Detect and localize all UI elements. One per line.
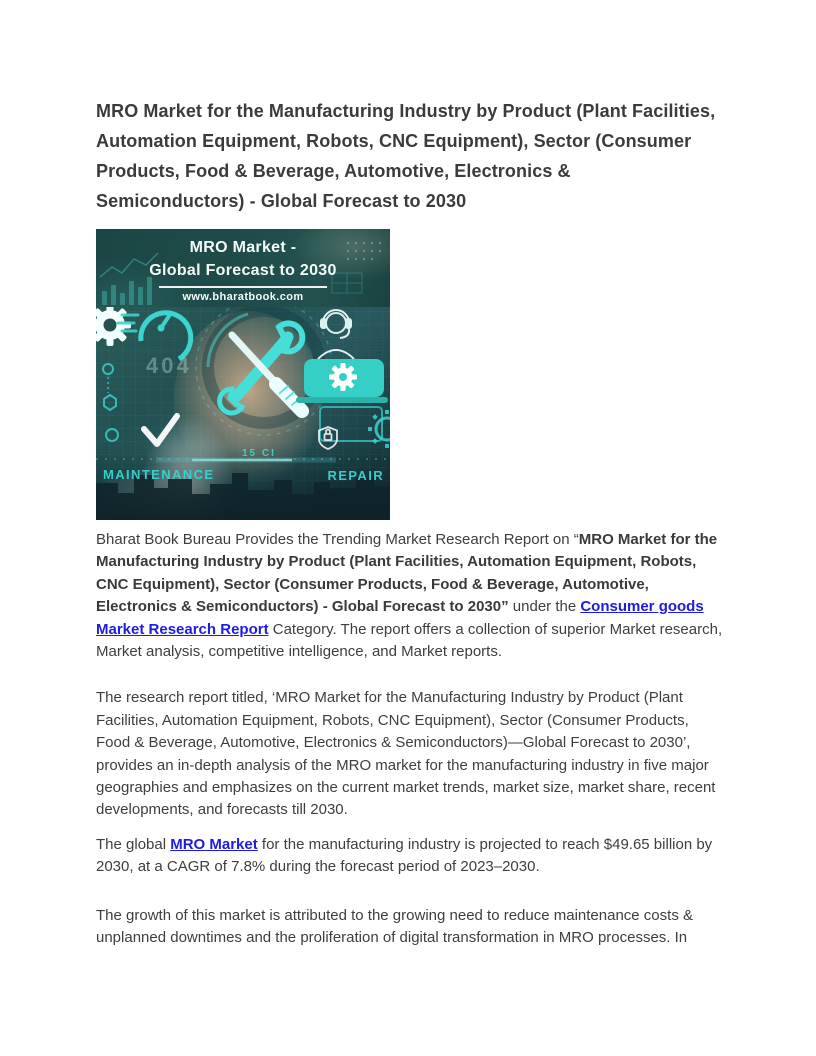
mro-market-link[interactable]: MRO Market — [170, 835, 258, 853]
cover-banner — [96, 229, 390, 307]
paragraph-report-announcement — [96, 529, 724, 663]
p1-lead: Bharat Book Bureau Provides the Trending Market Research Report on “ — [96, 531, 579, 548]
report-cover-image — [96, 229, 390, 520]
cover-divider — [159, 286, 327, 288]
cover-title-line2: Global Forecast to 2030 — [149, 262, 337, 279]
gear-outline-icon — [368, 410, 390, 448]
label-maintenance: MAINTENANCE — [103, 467, 215, 482]
lock-shield-icon — [319, 427, 337, 449]
page-title: MRO Market for the Manufacturing Industry by Product (Plant Facilities, Automation Equipment, Robots, CNC Equipment), Sector (Consumer Products, Food & Beverage, Automotive, Electronics & Semiconductors) - Global Forecast to 2030 — [96, 101, 716, 211]
paragraph-growth-drivers: The growth of this market is attributed to the growing need to reduce maintenance costs & unplanned downtimes and the proliferation of digital transformation in MRO processes. In — [96, 906, 693, 947]
circuit-bolt-icon — [103, 364, 118, 441]
gear-icon — [96, 307, 131, 346]
cover-website-text: www.bharatbook.com — [182, 291, 304, 303]
p1-report-title: MRO Market for the Manufacturing Industry by Product (Plant Facilities, Automation Equipment, Robots, CNC Equipment), Sector (Consumer Products, Food & Beverage, Automotive, Electronics & Semiconductors) - Global Forecast to 2030” — [96, 531, 718, 616]
document-content — [96, 96, 724, 950]
paragraph-market-projection — [96, 834, 724, 879]
consumer-goods-category-link[interactable]: Consumer goods Market Research Report — [96, 598, 704, 638]
label-404: 404 — [146, 353, 192, 378]
p1-mid: under the — [508, 598, 581, 616]
cover-photo — [96, 307, 390, 520]
cover-title-line1: MRO Market - — [189, 239, 297, 256]
paragraph-report-description: The research report titled, ‘MRO Market for the Manufacturing Industry by Product (Plant Facilities, Automation Equipment, Robots, CNC Equipment), Sector (Consumer Products, Food & Beverage, Automotive, Electronics & Semiconductors)—Global Forecast to 2030’, provides an in-depth analysis of the MRO market for the manufacturing industry in five major geographies and emphasizes on the current market trends, market size, market share, recent developments, and forecasts till 2030. — [96, 689, 716, 819]
label-repair: REPAIR — [327, 468, 384, 483]
photo-bottom-shade — [96, 447, 390, 520]
p1-tail: Category. The report offers a collection of superior Market research, Market analysis, competitive intelligence, and Market reports. — [96, 620, 723, 661]
p3-lead: The global — [96, 835, 171, 853]
p3-tail: for the manufacturing industry is projected to reach $49.65 billion by 2030, at a CAGR of 7.8% during the forecast period of 2023–2030. — [96, 835, 713, 876]
